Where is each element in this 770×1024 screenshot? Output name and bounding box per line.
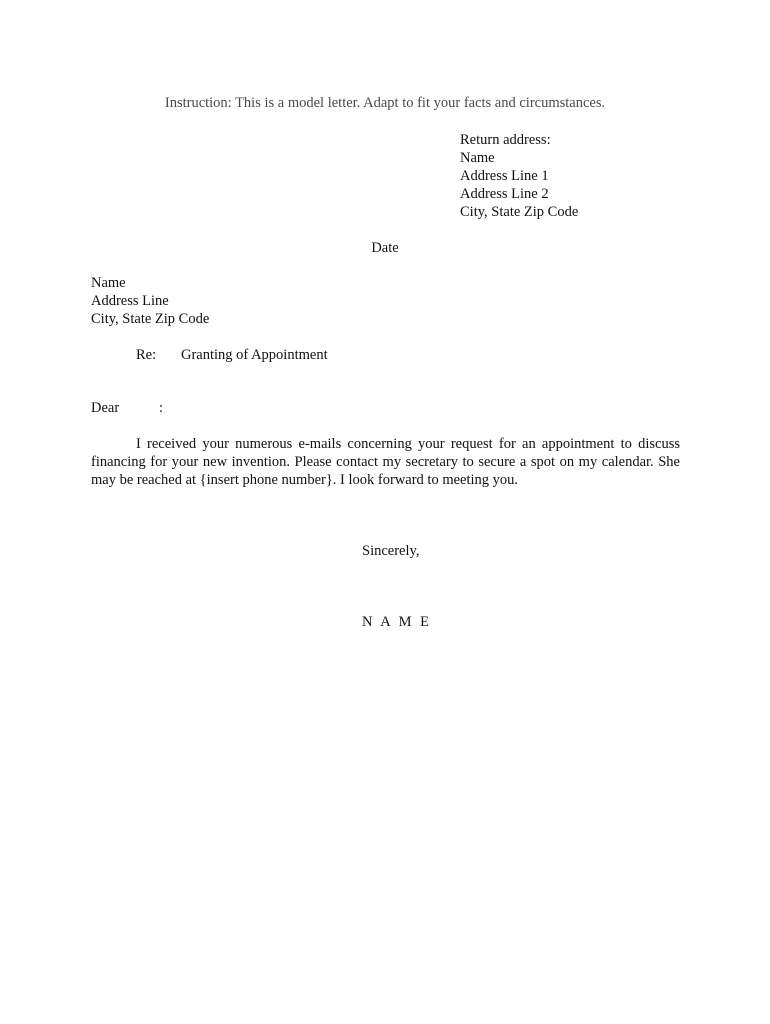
signature-name: N A M E <box>362 614 432 630</box>
return-address-name: Name <box>460 150 495 166</box>
letter-date: Date <box>371 240 399 256</box>
recipient-address-line: Address Line <box>91 293 169 309</box>
letter-body-paragraph: I received your numerous e-mails concerning your request for an appointment to discuss financing for your new invention. Please contact my secretary to secure a spot on my calendar. She may be reached at {insert phone number}. I look forward to meeting you. <box>91 436 680 488</box>
salutation-colon: : <box>159 400 164 416</box>
return-address-city-state-zip: City, State Zip Code <box>460 204 579 220</box>
instruction-note: Instruction: This is a model letter. Adapt to fit your facts and circumstances. <box>164 95 606 111</box>
salutation-dear: Dear <box>91 400 120 416</box>
return-address-block <box>460 131 720 221</box>
return-address-line-1: Address Line 1 <box>460 168 549 184</box>
recipient-city-state-zip: City, State Zip Code <box>91 311 210 327</box>
subject-text: Granting of Appointment <box>181 347 328 363</box>
salutation <box>91 399 163 417</box>
return-address-line-2: Address Line 2 <box>460 186 549 202</box>
subject-line <box>136 346 328 364</box>
return-address-heading: Return address: <box>460 132 551 148</box>
recipient-name: Name <box>91 275 126 291</box>
recipient-address-block <box>91 274 391 328</box>
subject-label: Re: <box>136 347 157 363</box>
closing: Sincerely, <box>362 543 420 559</box>
